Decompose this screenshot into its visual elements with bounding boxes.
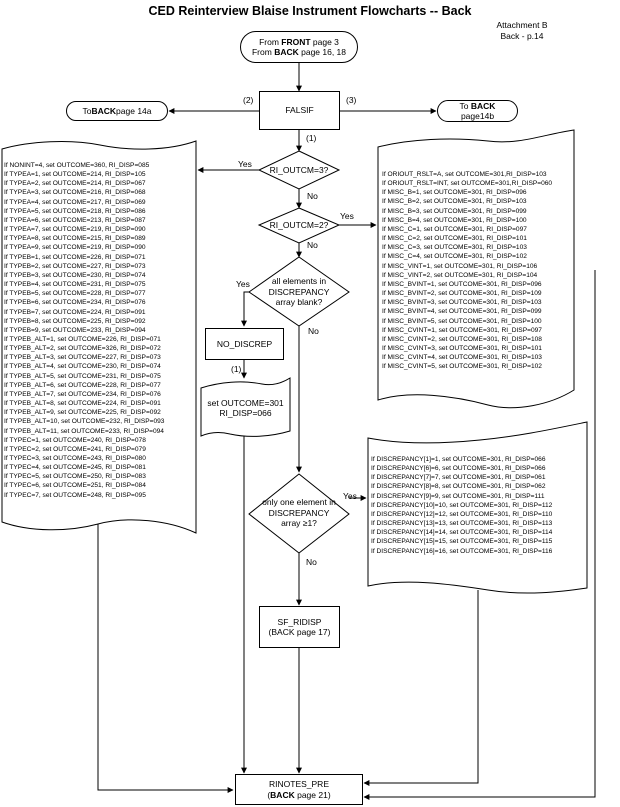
list-item: If TYPEC=5, set OUTCOME=250, RI_DISP=083 <box>4 473 146 481</box>
list-item: If TYPEB_ALT=2, set OUTCOME=326, RI_DISP=072 <box>4 345 161 353</box>
list-item: If MISC_BVINT=2, set OUTCOME=301, RI_DISP=109 <box>382 290 542 298</box>
list-item: If TYPEB=3, set OUTCOME=230, RI_DISP=074 <box>4 271 146 279</box>
attachment-line: Attachment B <box>496 20 548 30</box>
left-outcome-list <box>4 161 164 500</box>
list-item: If MISC_B=3, set OUTCOME=301, RI_DISP=099 <box>382 207 527 215</box>
start-line-back <box>252 47 346 58</box>
yes-label-2: Yes <box>340 211 354 221</box>
list-item: If MISC_CVINT=5, set OUTCOME=301, RI_DISP=102 <box>382 363 542 371</box>
no-discrep-box: NO_DISCREP <box>205 328 284 360</box>
list-item: If MISC_VINT=2, set OUTCOME=301, RI_DISP=104 <box>382 271 538 279</box>
rinotes-pre-box <box>235 774 363 805</box>
list-item: If TYPEB_ALT=1, set OUTCOME=226, RI_DISP=071 <box>4 335 161 343</box>
rinotes-pre-label: RINOTES_PRE <box>269 779 329 789</box>
start-from-back: From <box>251 47 275 57</box>
list-item: If TYPEA=1, set OUTCOME=214, RI_DISP=105 <box>4 171 146 179</box>
no-label-2: No <box>307 240 318 250</box>
list-item: If TYPEA=4, set OUTCOME=217, RI_DISP=069 <box>4 198 146 206</box>
rinotes-pre-pagenum: page 21) <box>294 789 331 800</box>
start-terminator <box>240 31 358 63</box>
list-item: If NONINT=4, set OUTCOME=360, RI_DISP=085 <box>4 162 150 169</box>
attachment-page: Back - p.14 <box>500 31 544 41</box>
list-item: If DISCREPANCY[10]=10, set OUTCOME=301, RI_DISP=112 <box>371 501 553 509</box>
list-item: If MISC_B=1, set OUTCOME=301, RI_DISP=096 <box>382 189 527 197</box>
no-label-4: No <box>306 557 317 567</box>
list-item: If ORIOUT_RSLT=A, set OUTCOME=301,RI_DISP=103 <box>382 171 547 178</box>
list-item: If TYPEB_ALT=5, set OUTCOME=231, RI_DISP=075 <box>4 372 161 380</box>
start-from-front: From <box>259 36 282 47</box>
path-label-1b: (1) <box>231 364 242 374</box>
decision-2-text: RI_OUTCM=2? <box>269 220 329 231</box>
list-item: If MISC_BVINT=3, set OUTCOME=301, RI_DISP=103 <box>382 299 542 307</box>
falsif-box: FALSIF <box>259 91 340 130</box>
list-item: If MISC_BVINT=5, set OUTCOME=301, RI_DISP=100 <box>382 317 542 325</box>
list-item: If DISCREPANCY[9]=9, set OUTCOME=301, RI_DISP=111 <box>371 492 545 500</box>
list-item: If TYPEC=4, set OUTCOME=245, RI_DISP=081 <box>4 464 146 472</box>
start-back-word: BACK <box>274 47 299 57</box>
list-item: If TYPEB=6, set OUTCOME=234, RI_DISP=076 <box>4 299 146 307</box>
to-back-14b-back: BACK <box>470 100 496 111</box>
list-item: If MISC_B=2, set OUTCOME=301, RI_DISP=103 <box>382 198 527 206</box>
list-item: If MISC_CVINT=2, set OUTCOME=301, RI_DISP=108 <box>382 335 542 343</box>
decision-3-text: all elements in DISCREPANCY array blank? <box>268 276 330 308</box>
list-item: If TYPEC=3, set OUTCOME=243, RI_DISP=080 <box>4 455 146 462</box>
list-item: If TYPEB_ALT=3, set OUTCOME=227, RI_DISP=073 <box>4 354 161 362</box>
to-back-14b-line1 <box>460 101 496 112</box>
start-front-word: FRONT <box>281 36 311 47</box>
list-item: If TYPEA=8, set OUTCOME=215, RI_DISP=089 <box>4 235 146 243</box>
list-item: If MISC_BVINT=1, set OUTCOME=301, RI_DISP=096 <box>382 280 542 288</box>
list-item: If DISCREPANCY[8]=8, set OUTCOME=301, RI_DISP=062 <box>371 483 546 491</box>
yes-label-4: Yes <box>343 491 357 501</box>
rinotes-pre-open: ( <box>267 789 271 800</box>
list-item: If MISC_CVINT=1, set OUTCOME=301, RI_DISP=097 <box>382 326 542 334</box>
sf-ridisp-box <box>259 606 340 648</box>
list-item: If DISCREPANCY[7]=7, set OUTCOME=301, RI_DISP=061 <box>371 474 546 482</box>
list-item: If TYPEA=3, set OUTCOME=216, RI_DISP=068 <box>4 189 146 197</box>
to-back-14b-page: page14b <box>460 111 495 121</box>
rinotes-pre-page <box>267 790 330 801</box>
list-item: If DISCREPANCY[1]=1, set OUTCOME=301, RI_DISP=066 <box>371 456 546 463</box>
list-item: If TYPEB_ALT=8, set OUTCOME=224, RI_DISP=091 <box>4 400 161 408</box>
rinotes-pre-back: BACK <box>270 789 295 800</box>
sf-ridisp-page: (BACK page 17) <box>268 627 331 637</box>
decision-4-text: only one element in DISCREPANCY array ≥1? <box>262 497 336 529</box>
list-item: If TYPEB_ALT=7, set OUTCOME=234, RI_DISP=076 <box>4 390 161 398</box>
list-item: If TYPEB_ALT=11, set OUTCOME=233, RI_DISP=094 <box>4 427 164 435</box>
list-item: If TYPEB_ALT=10, set OUTCOME=232, RI_DISP=093 <box>4 418 165 426</box>
to-back-14a-page: page 14a <box>116 105 152 116</box>
list-item: If TYPEC=2, set OUTCOME=241, RI_DISP=079 <box>4 445 146 453</box>
path-label-1: (1) <box>306 133 317 143</box>
to-back-14a-back: BACK <box>91 105 117 116</box>
list-item: If MISC_CVINT=4, set OUTCOME=301, RI_DISP=103 <box>382 354 542 362</box>
list-item: If TYPEB=1, set OUTCOME=226, RI_DISP=071 <box>4 253 146 261</box>
list-item: If TYPEA=9, set OUTCOME=219, RI_DISP=090 <box>4 244 146 252</box>
list-item: If ORIOUT_RSLT=INT, set OUTCOME=301,RI_DISP=060 <box>382 180 553 188</box>
yes-label-3: Yes <box>236 279 250 289</box>
sf-ridisp-label: SF_RIDISP <box>277 616 322 627</box>
path-label-3: (3) <box>346 95 357 105</box>
list-item: If DISCREPANCY[16]=16, set OUTCOME=301, RI_DISP=116 <box>371 547 553 555</box>
list-item: If TYPEB=8, set OUTCOME=225, RI_DISP=092 <box>4 317 146 325</box>
start-line-front <box>259 37 339 48</box>
list-item: If TYPEB=2, set OUTCOME=227, RI_DISP=073 <box>4 262 146 270</box>
list-item: If TYPEB_ALT=9, set OUTCOME=225, RI_DISP=092 <box>4 409 161 417</box>
list-item: If TYPEC=1, set OUTCOME=240, RI_DISP=078 <box>4 436 146 444</box>
list-item: If MISC_C=4, set OUTCOME=301, RI_DISP=102 <box>382 253 527 261</box>
list-item: If TYPEC=6, set OUTCOME=251, RI_DISP=084 <box>4 482 146 490</box>
list-item: If MISC_B=4, set OUTCOME=301, RI_DISP=100 <box>382 216 527 224</box>
list-item: If MISC_C=1, set OUTCOME=301, RI_DISP=097 <box>382 225 527 233</box>
right-outcome-list <box>382 170 552 371</box>
list-item: If DISCREPANCY[13]=13, set OUTCOME=301, RI_DISP=113 <box>371 520 553 528</box>
yes-label-1: Yes <box>238 159 252 169</box>
list-item: If TYPEA=5, set OUTCOME=218, RI_DISP=086 <box>4 207 146 215</box>
to-back-14b-to: To <box>459 100 471 111</box>
list-item: If TYPEA=6, set OUTCOME=213, RI_DISP=087 <box>4 216 146 224</box>
to-back-14b-terminator <box>437 100 518 122</box>
decision-1-text: RI_OUTCM=3? <box>269 164 329 175</box>
list-item: If DISCREPANCY[14]=14, set OUTCOME=301, RI_DISP=114 <box>371 529 553 537</box>
list-item: If MISC_CVINT=3, set OUTCOME=301, RI_DISP=101 <box>382 344 542 352</box>
page-title: CED Reinterview Blaise Instrument Flowcharts -- Back <box>148 4 472 18</box>
path-label-2: (2) <box>243 95 254 105</box>
list-item: If MISC_VINT=1, set OUTCOME=301, RI_DISP=106 <box>382 262 538 270</box>
list-item: If DISCREPANCY[12]=12, set OUTCOME=301, RI_DISP=110 <box>371 510 553 518</box>
start-back-page: page 16, 18 <box>298 47 347 57</box>
list-item: If TYPEA=7, set OUTCOME=219, RI_DISP=090 <box>4 226 146 234</box>
list-item: If TYPEB=7, set OUTCOME=224, RI_DISP=091 <box>4 308 146 316</box>
list-item: If DISCREPANCY[15]=15, set OUTCOME=301, RI_DISP=115 <box>371 538 553 546</box>
list-item: If TYPEA=2, set OUTCOME=214, RI_DISP=067 <box>4 180 146 188</box>
discrepancy-outcome-list <box>371 455 552 556</box>
list-item: If TYPEB=4, set OUTCOME=231, RI_DISP=075 <box>4 281 146 289</box>
no-label-3: No <box>308 326 319 336</box>
list-item: If TYPEB_ALT=4, set OUTCOME=230, RI_DISP=074 <box>4 363 161 371</box>
set-outcome-text: set OUTCOME=301 RI_DISP=066 <box>207 397 284 418</box>
no-label-1: No <box>307 191 318 201</box>
start-front-page: page 3 <box>310 36 339 47</box>
list-item: If DISCREPANCY[6]=6, set OUTCOME=301, RI_DISP=066 <box>371 465 546 473</box>
list-item: If TYPEB=9, set OUTCOME=233, RI_DISP=094 <box>4 326 146 334</box>
list-item: If TYPEB=5, set OUTCOME=228, RI_DISP=077 <box>4 290 146 298</box>
to-back-14a-terminator <box>66 101 168 121</box>
list-item: If TYPEB_ALT=6, set OUTCOME=228, RI_DISP=077 <box>4 381 161 389</box>
list-item: If MISC_C=3, set OUTCOME=301, RI_DISP=103 <box>382 244 527 252</box>
list-item: If MISC_BVINT=4, set OUTCOME=301, RI_DISP=099 <box>382 308 542 316</box>
to-back-14a-to: To <box>82 105 92 116</box>
list-item: If TYPEC=7, set OUTCOME=248, RI_DISP=095 <box>4 491 146 499</box>
list-item: If MISC_C=2, set OUTCOME=301, RI_DISP=101 <box>382 235 527 243</box>
